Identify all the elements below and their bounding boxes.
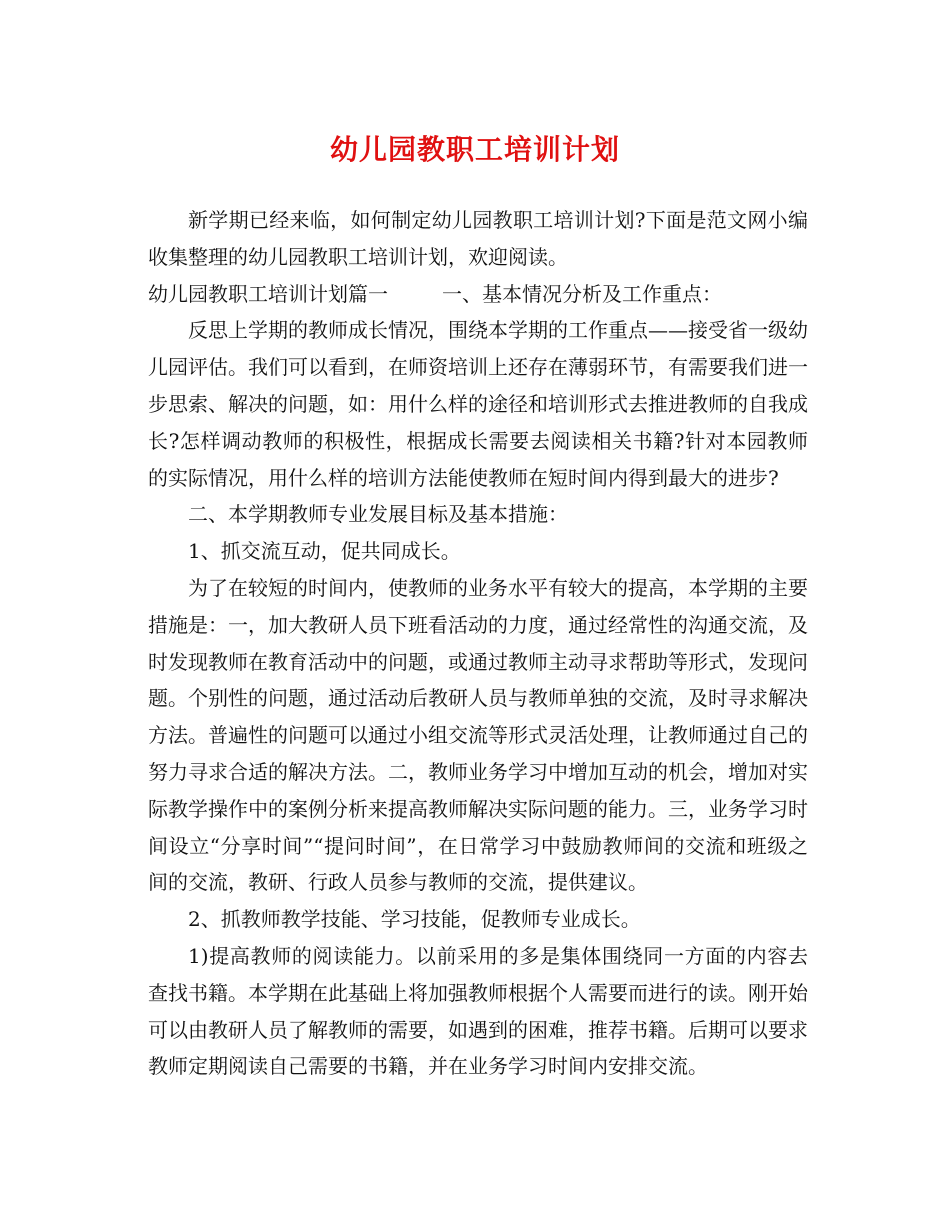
document-title: 幼儿园教职工培训计划 <box>329 133 620 166</box>
intro-paragraph: 新学期已经来临，如何制定幼儿园教职工培训计划?下面是范文网小编收集整理的幼儿园教职工培训计划，欢迎阅读。 <box>148 208 808 269</box>
item1-heading: 1、抓交流互动，促共同成长。 <box>188 539 461 564</box>
item2-heading: 2、抓教师教学技能、学习技能，促教师专业成长。 <box>188 907 641 932</box>
reading-paragraph: 1)提高教师的阅读能力。以前采用的多是集体围绕同一方面的内容去查找书籍。本学期在此基础上将加强教师根据个人需要而进行的读。刚开始可以由教研人员了解教师的需要，如遇到的困难，推荐书籍。后期可以要求教师定期阅读自己需要的书籍，并在业务学习时间内安排交流。 <box>148 943 808 1079</box>
part-line <box>148 276 808 313</box>
part-label: 幼儿园教职工培训计划篇一 <box>148 281 388 306</box>
section2-heading: 二、本学期教师专业发展目标及基本措施： <box>188 502 568 527</box>
document-body <box>148 202 808 1085</box>
measures-paragraph: 为了在较短的时间内，使教师的业务水平有较大的提高，本学期的主要措施是：一，加大教研人员下班看活动的力度，通过经常性的沟通交流，及时发现教师在教育活动中的问题，或通过教师主动寻求帮助等形式，发现问题。个别性的问题，通过活动后教研人员与教师单独的交流，及时寻求解决方法。普遍性的问题可以通过小组交流等形式灵活处理，让教师通过自己的努力寻求合适的解决方法。二，教师业务学习中增加互动的机会，增加对实际教学操作中的案例分析来提高教师解决实际问题的能力。三，业务学习时间设立“分享时间”“提问时间”，在日常学习中鼓励教师间的交流和班级之间的交流，教研、行政人员参与教师的交流，提供建议。 <box>148 575 808 895</box>
reflection-paragraph: 反思上学期的教师成长情况，围绕本学期的工作重点——接受省一级幼儿园评估。我们可以看到，在师资培训上还存在薄弱环节，有需要我们进一步思索、解决的问题，如：用什么样的途径和培训形式去推进教师的自我成长?怎样调动教师的积极性，根据成长需要去阅读相关书籍?针对本园教师的实际情况，用什么样的培训方法能使教师在短时间内得到最大的进步? <box>148 318 808 490</box>
section1-heading: 一、基本情况分析及工作重点： <box>442 281 722 306</box>
